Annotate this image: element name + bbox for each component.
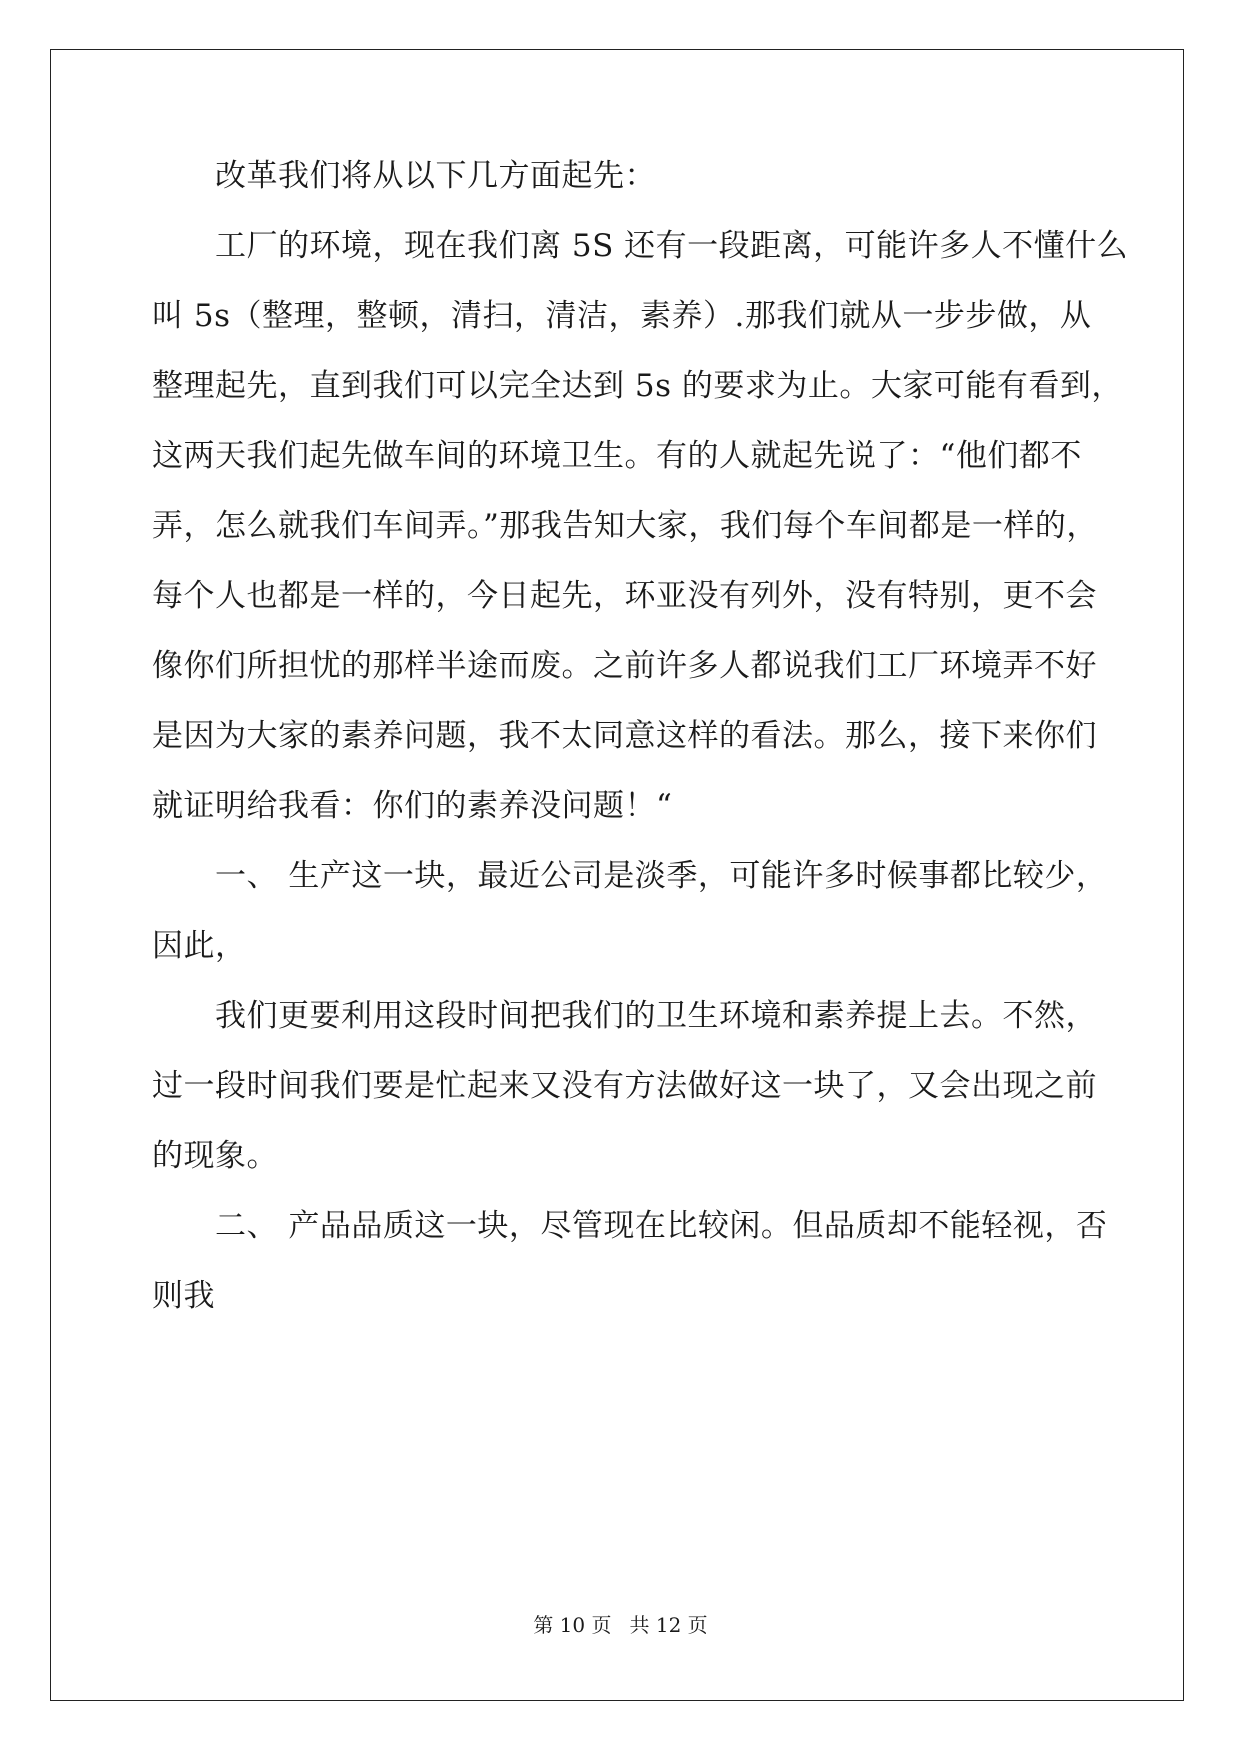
paragraph-line: 改革我们将从以下几方面起先： [215, 158, 656, 194]
paragraph-line: 整理起先，直到我们可以完全达到 5s 的要求为止。大家可能有看到， [152, 368, 1123, 404]
page-footer [0, 1612, 1241, 1638]
paragraph-line: 工厂的环境，现在我们离 5S 还有一段距离，可能许多人不懂什么 [215, 228, 1129, 264]
paragraph-line: 二、 产品品质这一块，尽管现在比较闲。但品质却不能轻视，否 [215, 1208, 1108, 1244]
paragraph-line: 则我 [152, 1278, 215, 1314]
paragraph-line: 每个人也都是一样的，今日起先，环亚没有列外，没有特别，更不会 [152, 578, 1097, 614]
paragraph-line: 这两天我们起先做车间的环境卫生。有的人就起先说了：“他们都不 [152, 438, 1082, 474]
paragraph-line: 像你们所担忧的那样半途而废。之前许多人都说我们工厂环境弄不好 [152, 648, 1097, 684]
paragraph-line: 一、 生产这一块，最近公司是淡季，可能许多时候事都比较少， [215, 858, 1108, 894]
paragraph-line: 弄，怎么就我们车间弄。”那我告知大家，我们每个车间都是一样的， [152, 508, 1098, 544]
page-total: 共 12 页 [629, 1613, 708, 1637]
paragraph-line: 因此， [152, 928, 247, 964]
paragraph-line: 我们更要利用这段时间把我们的卫生环境和素养提上去。不然， [215, 998, 1097, 1034]
paragraph-line: 过一段时间我们要是忙起来又没有方法做好这一块了，又会出现之前 [152, 1068, 1097, 1104]
paragraph-line: 就证明给我看：你们的素养没问题！“ [152, 788, 673, 824]
page-number: 第 10 页 [533, 1613, 612, 1637]
paragraph-line: 是因为大家的素养问题，我不太同意这样的看法。那么，接下来你们 [152, 718, 1097, 754]
paragraph-line: 叫 5s（整理，整顿，清扫，清洁，素养）.那我们就从一步步做，从 [152, 298, 1092, 334]
paragraph-line: 的现象。 [152, 1138, 278, 1174]
